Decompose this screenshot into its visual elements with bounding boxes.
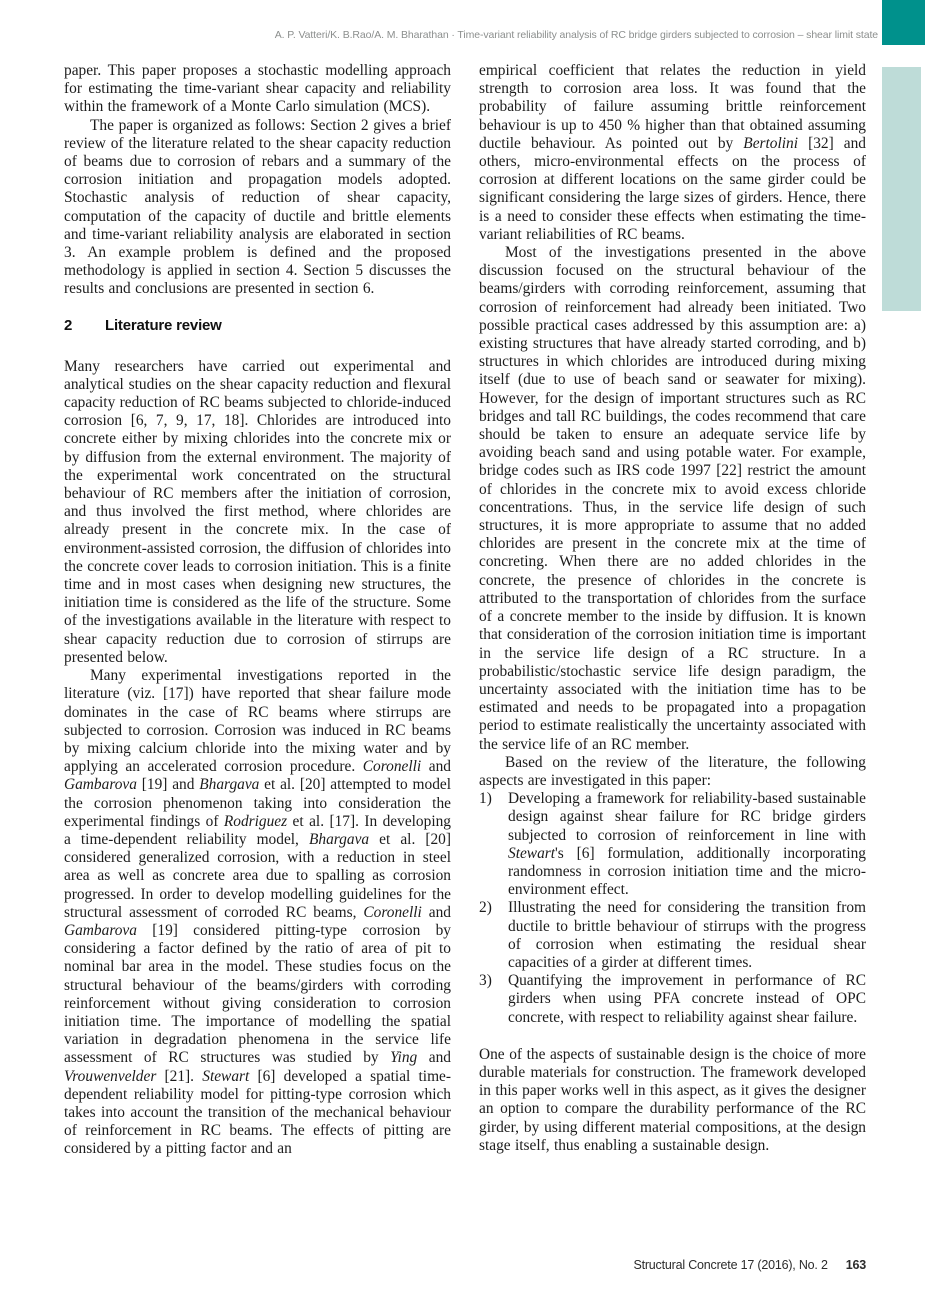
list-item-text: Illustrating the need for considering the transition from ductile to brittle behaviour of stirrups with the progress of corrosion when estimating the residual shear capacities of a girder at different times.	[508, 899, 866, 971]
two-column-body	[64, 62, 866, 1159]
paragraph-literature-1: Many researchers have carried out experimental and analytical studies on the shear capacity reduction and flexural capacity reduction of RC beams subjected to chloride-induced corrosion [6, 7, 9, 17, 18]. Chlorides are introduced into concrete either by mixing chlorides into the concrete mix or by diffusion from the external environment. The majority of the experimental work concentrated on the structural behaviour of RC members after the initiation of corrosion, and thus involved the first method, where chlorides are already present in the concrete mix. In the case of environment-assisted corrosion, the diffusion of chlorides into the concrete cover leads to corrosion initiation. This is a finite time and in most cases when designing new structures, the initiation time is considered as the life of the structure. Some of the investigations available in the literature with respect to shear capacity reduction due to corrosion of stirrups are presented below.	[64, 357, 451, 666]
section-number: 2	[64, 316, 73, 334]
paragraph-based-on-review: Based on the review of the literature, the following aspects are investigated in this paper:	[479, 753, 866, 789]
list-item-text: Quantifying the improvement in performance of RC girders when using PFA concrete instead of OPC concrete, with respect to reliability against shear failure.	[508, 972, 866, 1026]
list-item	[479, 790, 866, 899]
list-item-text: Developing a framework for reliability-based sustainable design against shear failure for RC bridge girders subjected to corrosion of reinforcement in line with Stewart's [6] formulation, additionally incorporating randomness in corrosion initiation time and the micro-environment effect.	[508, 790, 866, 899]
paragraph-sustainable-design: One of the aspects of sustainable design is the choice of more durable materials for construction. The framework developed in this paper works well in this aspect, as it gives the designer an option to compare the durability performance of the RC girder, by using different material compositions, at the design stage itself, thus enabling a sustainable design.	[479, 1045, 866, 1154]
paragraph-most-investigations: Most of the investigations presented in the above discussion focused on the structural behaviour of the beams/girders with corroding reinforcement, assuming that corrosion of reinforcement had already been initiated. Two possible practical cases addressed by this assumption are: a) existing structures that have already started corroding, and b) structures in which chlorides are introduced during mixing itself (due to use of beach sand or seawater for mixing). However, for the design of important structures such as RC bridges and tall RC buildings, the codes recommend that care should be taken to ensure an adequate service life by avoiding beach sand and using potable water. For example, bridge codes such as IRS code 1997 [22] restrict the amount of chlorides in the concrete mix to avoid excess chloride concentrations. Thus, in the service life design of such structures, it is more appropriate to assume that no added chlorides are present in the concrete mix at the time of concreting. When there are no added chlorides in the concrete, the presence of chlorides in the concrete is attributed to the transportation of chlorides from the surface of a concrete member to the inside by diffusion. It is known that consideration of the corrosion initiation time is important in the service life design of a RC structure. In a probabilistic/stochastic service life design paradigm, the uncertainty associated with the initiation time has to be estimated and needs to be propagated into a propagation period to estimate realistically the uncertainty associated with the service life of an RC member.	[479, 244, 866, 753]
list-item	[479, 972, 866, 1027]
teal-side-accent-bar	[882, 67, 921, 311]
list-item-marker: 1)	[479, 790, 492, 808]
paragraph-empirical-coefficient: empirical coefficient that relates the reduction in yield strength to corrosion area loss. It was found that the probability of failure assuming brittle reinforcement behaviour is up to 450 % higher than that obtained assuming ductile behaviour. As pointed out by Bertolini [32] and others, micro-environmental effects on the process of corrosion at different locations on the same girder could be significant considering the large sizes of girders. Hence, there is a need to consider these effects when estimating the time-variant reliabilities of RC beams.	[479, 62, 867, 243]
journal-info: Structural Concrete 17 (2016), No. 2	[633, 1258, 828, 1272]
running-head: A. P. Vatteri/K. B.Rao/A. M. Bharathan · Time-variant reliability analysis of RC bridge girders subjected to corrosion – shear limit state	[274, 29, 878, 41]
section-heading	[64, 317, 451, 334]
list-item-marker: 2)	[479, 899, 492, 917]
list-item	[479, 899, 866, 972]
paragraph-paper-organization: The paper is organized as follows: Section 2 gives a brief review of the literature related to the shear capacity reduction of beams due to corrosion of rebars and a summary of the corrosion initiation and propagation models adopted. Stochastic analysis of reduction of shear capacity, computation of the capacity of ductile and brittle elements and time-variant reliability analysis are elaborated in section 3. An example problem is defined and the proposed methodology is applied in section 4. Section 5 discusses the results and conclusions are presented in section 6.	[64, 116, 451, 298]
right-column	[479, 62, 866, 1159]
teal-corner-block	[882, 0, 925, 45]
page-number: 163	[845, 1258, 866, 1272]
page-footer	[633, 1258, 866, 1272]
list-item-marker: 3)	[479, 972, 492, 990]
numbered-list	[479, 790, 866, 1027]
paragraph-intro-continuation: paper. This paper proposes a stochastic modelling approach for estimating the time-variant shear capacity and reliability within the framework of a Monte Carlo simulation (MCS).	[64, 62, 451, 116]
paragraph-literature-2: Many experimental investigations reported in the literature (viz. [17]) have reported that shear failure mode dominates in the case of RC beams where stirrups are subjected to corrosion. Corrosion was induced in RC beams by mixing calcium chloride into the mixing water and by applying an accelerated corrosion procedure. Coronelli and Gambarova [19] and Bhargava et al. [20] attempted to model the corrosion phenomenon taking into consideration the experimental findings of Rodriguez et al. [17]. In developing a time-dependent reliability model, Bhargava et al. [20] considered generalized corrosion, with a reduction in steel area as well as concrete area due to spalling as corrosion progressed. In order to develop modelling guidelines for the structural assessment of corroded RC beams, Coronelli and Gambarova [19] considered pitting-type corrosion by considering a factor defined by the ratio of area of pit to nominal bar area in the model. These studies focus on the structural behaviour of the beams/girders with corroding reinforcement without giving consideration to corrosion initiation time. The importance of modelling the spatial variation in degradation phenomena in the service life assessment of RC structures was studied by Ying and Vrouwenvelder [21]. Stewart [6] developed a spatial time-dependent reliability model for pitting-type corrosion which takes into account the transition of the mechanical behaviour of reinforcement in RC beams. The effects of pitting are considered by a pitting factor and an	[64, 667, 452, 1158]
section-title: Literature review	[105, 316, 222, 334]
left-column	[64, 62, 451, 1159]
